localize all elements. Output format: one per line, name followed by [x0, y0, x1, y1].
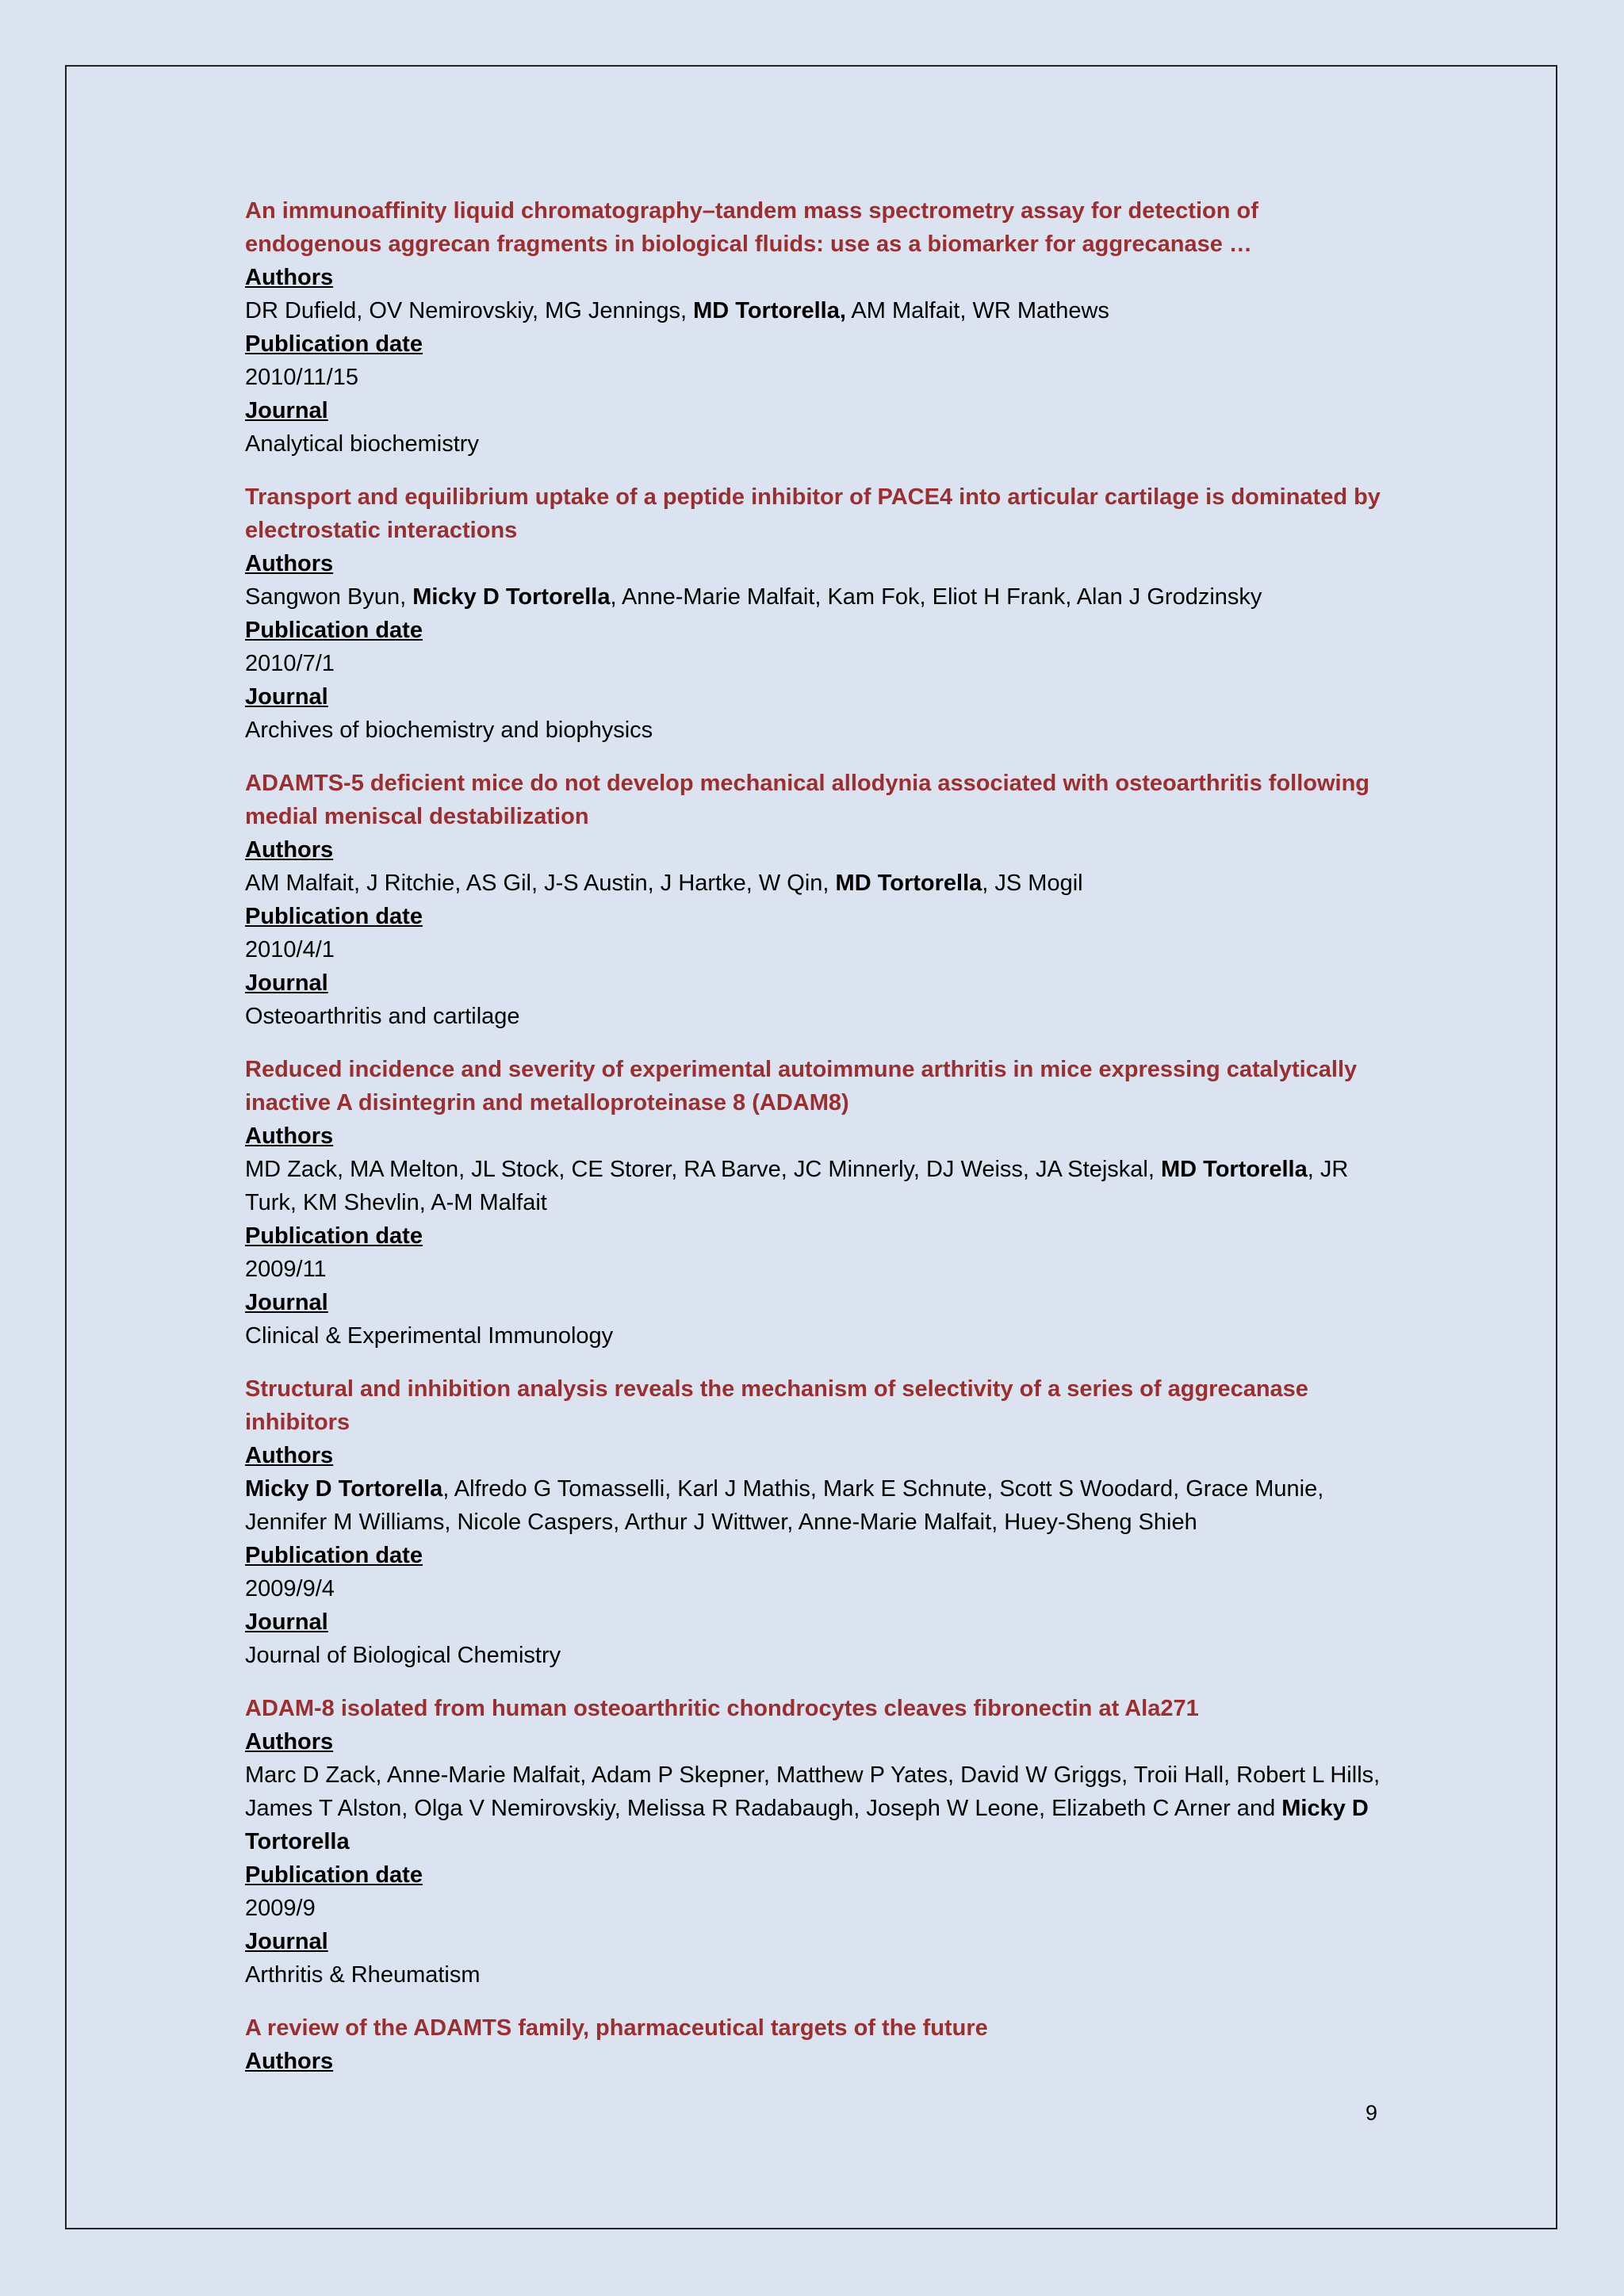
authors-label: Authors [245, 1729, 334, 1755]
publication-entry [245, 2011, 1387, 2078]
journal-label: Journal [245, 398, 328, 423]
publication-date-label: Publication date [245, 904, 423, 929]
authors-label: Authors [245, 265, 334, 290]
publication-date-label: Publication date [245, 618, 423, 643]
authors-label: Authors [245, 2049, 334, 2074]
authors-value [245, 1153, 1387, 1219]
authors-label: Authors [245, 551, 334, 576]
journal-value: Journal of Biological Chemistry [245, 1643, 561, 1668]
authors-text: , Alfredo G Tomasselli, Karl J Mathis, Mark E Schnute, Scott S Woodard, Grace Munie, Jennifer M Williams, Nicole Caspers, Arthur J Wittwer, Anne-Marie Malfait, Huey-Sheng Shieh [245, 1476, 1324, 1535]
publication-entry [245, 194, 1387, 461]
highlighted-author: Micky D Tortorella [245, 1476, 443, 1502]
journal-label: Journal [245, 1609, 328, 1635]
authors-label: Authors [245, 1123, 334, 1149]
highlighted-author: Micky D Tortorella [245, 1796, 1369, 1854]
publication-date-value: 2009/9 [245, 1896, 316, 1921]
authors-label: Authors [245, 1443, 334, 1468]
publication-date-value: 2009/9/4 [245, 1576, 335, 1601]
journal-value: Archives of biochemistry and biophysics [245, 718, 653, 743]
publication-date-value: 2010/4/1 [245, 937, 335, 962]
highlighted-author: MD Tortorella, [693, 298, 846, 323]
publication-date-value: 2010/11/15 [245, 365, 358, 390]
publication-entry [245, 1372, 1387, 1672]
publication-list [245, 194, 1387, 2098]
highlighted-author: MD Tortorella [835, 871, 982, 896]
authors-value [245, 1758, 1387, 1858]
authors-value [245, 867, 1387, 900]
authors-text: Marc D Zack, Anne-Marie Malfait, Adam P Skepner, Matthew P Yates, David W Griggs, Troii Hall, Robert L Hills, James T Alston, Olga V Nemirovskiy, Melissa R Radabaugh, Joseph W Leone, Elizabeth C Arner and [245, 1762, 1381, 1821]
authors-text: MD Zack, MA Melton, JL Stock, CE Storer, RA Barve, JC Minnerly, DJ Weiss, JA Stejskal, [245, 1157, 1161, 1182]
publication-date-value: 2010/7/1 [245, 651, 335, 676]
publication-title: Structural and inhibition analysis reveals the mechanism of selectivity of a series of aggrecanase inhibitors [245, 1376, 1308, 1435]
highlighted-author: MD Tortorella [1160, 1157, 1308, 1182]
publication-date-label: Publication date [245, 1223, 423, 1249]
authors-value [245, 580, 1387, 614]
publication-entry [245, 1053, 1387, 1353]
journal-label: Journal [245, 1290, 328, 1315]
authors-text: , JR Turk, KM Shevlin, A-M Malfait [245, 1157, 1349, 1215]
publication-title: An immunoaffinity liquid chromatography–tandem mass spectrometry assay for detection of endogenous aggrecan fragments in biological fluids: use as a biomarker for aggrecanase … [245, 198, 1258, 257]
journal-value: Clinical & Experimental Immunology [245, 1323, 614, 1349]
publication-date-label: Publication date [245, 1862, 423, 1888]
publication-entry [245, 767, 1387, 1033]
journal-value: Osteoarthritis and cartilage [245, 1004, 520, 1029]
authors-text: AM Malfait, WR Mathews [845, 298, 1109, 323]
authors-text: Sangwon Byun, [245, 584, 413, 610]
authors-text: , JS Mogil [982, 871, 1083, 896]
page-number: 9 [1365, 2101, 1378, 2125]
highlighted-author: Micky D Tortorella [412, 584, 611, 610]
authors-text: AM Malfait, J Ritchie, AS Gil, J-S Austin, J Hartke, W Qin, [245, 871, 836, 896]
authors-label: Authors [245, 837, 334, 863]
journal-label: Journal [245, 970, 328, 996]
journal-label: Journal [245, 684, 328, 710]
publication-title: A review of the ADAMTS family, pharmaceutical targets of the future [245, 2015, 988, 2041]
journal-value: Analytical biochemistry [245, 431, 479, 457]
publication-title: Transport and equilibrium uptake of a peptide inhibitor of PACE4 into articular cartilage is dominated by electrostatic interactions [245, 484, 1381, 543]
publication-entry [245, 480, 1387, 747]
publication-title: Reduced incidence and severity of experimental autoimmune arthritis in mice expressing catalytically inactive A disintegrin and metalloproteinase 8 (ADAM8) [245, 1057, 1358, 1115]
publication-entry [245, 1692, 1387, 1992]
authors-text: , Anne-Marie Malfait, Kam Fok, Eliot H Frank, Alan J Grodzinsky [610, 584, 1262, 610]
authors-value [245, 1472, 1387, 1539]
publication-date-label: Publication date [245, 1543, 423, 1568]
journal-value: Arthritis & Rheumatism [245, 1962, 481, 1988]
authors-value [245, 294, 1387, 327]
publication-date-label: Publication date [245, 331, 423, 357]
publication-title: ADAMTS-5 deficient mice do not develop mechanical allodynia associated with osteoarthritis following medial meniscal destabilization [245, 771, 1370, 829]
publication-date-value: 2009/11 [245, 1257, 327, 1282]
publication-title: ADAM-8 isolated from human osteoarthritic chondrocytes cleaves fibronectin at Ala271 [245, 1696, 1199, 1721]
authors-text: DR Dufield, OV Nemirovskiy, MG Jennings, [245, 298, 694, 323]
journal-label: Journal [245, 1929, 328, 1954]
